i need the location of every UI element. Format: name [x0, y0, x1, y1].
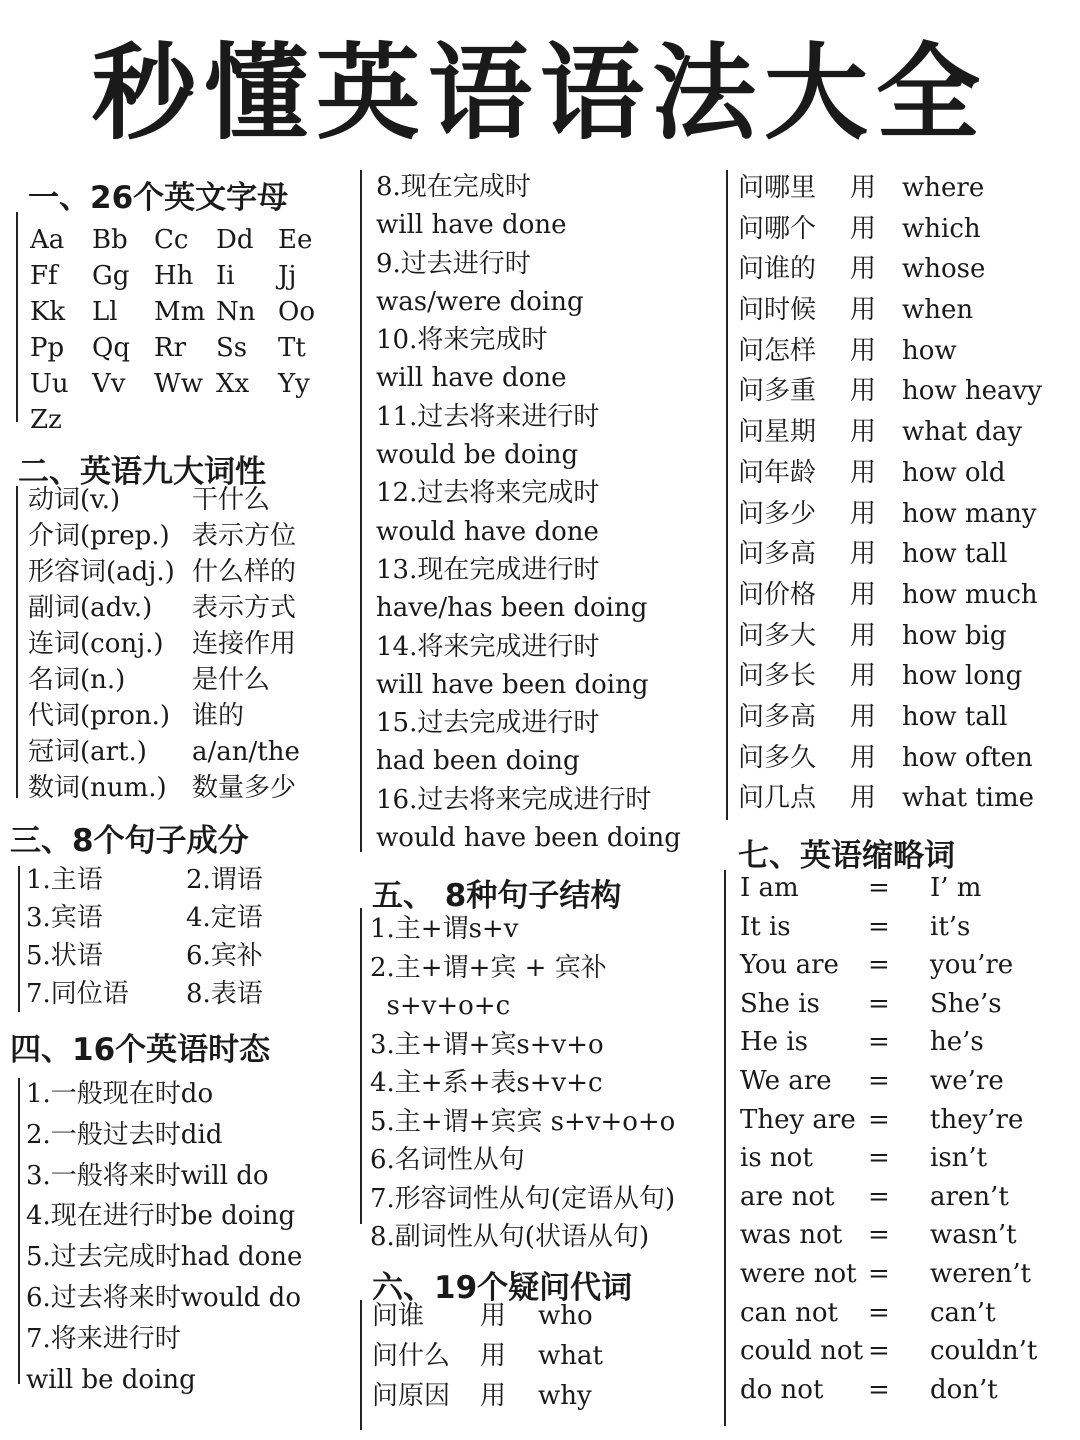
question-use-word: 用 [850, 335, 877, 366]
tense-item: 4.现在进行时be doing [26, 1201, 296, 1232]
letter-pair: Kk [30, 297, 66, 327]
question-phrase: 问多重 [738, 376, 817, 407]
letter-pair: Aa [30, 225, 65, 255]
question-use-word: 用 [850, 783, 877, 814]
contraction-full-form: You are [740, 950, 839, 981]
contraction-short-form: I’ m [930, 873, 982, 903]
equals-sign: = [868, 1104, 890, 1135]
contraction-short-form: aren’t [930, 1181, 1009, 1212]
part-of-speech-term: 副词(adv.) [28, 593, 153, 623]
tense-item: had been doing [376, 746, 580, 777]
part-of-speech-term: 介词(prep.) [28, 521, 170, 551]
part-of-speech-meaning: 谁的 [192, 701, 245, 731]
tense-item: 9.过去进行时 [376, 248, 531, 279]
parts-of-speech-table [28, 482, 362, 806]
question-word: how many [902, 498, 1037, 529]
question-use-word: 用 [480, 1341, 507, 1371]
question-phrase: 问怎样 [738, 335, 817, 366]
sentence-component: 4.定语 [186, 903, 263, 933]
tense-item: 5.过去完成时had done [26, 1242, 303, 1273]
sentence-structure-item: 8.副词性从句(状语从句) [370, 1222, 650, 1252]
question-word: how old [902, 457, 1006, 488]
column-divider [360, 908, 362, 1224]
tenses-list [26, 1074, 302, 1400]
part-of-speech-meaning: 是什么 [192, 665, 271, 695]
equals-sign: = [868, 1297, 890, 1328]
contraction-full-form: He is [740, 1027, 808, 1058]
equals-sign: = [868, 1258, 890, 1289]
letter-pair: Gg [92, 261, 130, 291]
section-heading-question-words: 六、19个疑问代词 [372, 1270, 633, 1306]
question-phrase: 问原因 [372, 1381, 451, 1411]
letter-pair: Rr [154, 333, 187, 363]
letter-pair: Qq [92, 333, 130, 363]
contraction-full-form: is not [740, 1143, 813, 1174]
section-divider [18, 1078, 20, 1384]
question-phrase: 问多高 [738, 539, 817, 570]
question-use-word: 用 [480, 1381, 507, 1411]
letter-pair: Tt [278, 333, 306, 363]
letter-pair: Ww [154, 369, 203, 399]
question-phrase: 问多长 [738, 661, 817, 692]
letter-pair: Nn [216, 297, 256, 327]
contraction-full-form: were not [740, 1258, 857, 1289]
letter-pair: Mm [154, 297, 206, 327]
letter-pair: Ff [30, 261, 58, 291]
question-word: how tall [902, 701, 1008, 732]
page-title: 秒懂英语语法大全 [91, 31, 988, 154]
contraction-full-form: I am [740, 873, 799, 903]
question-words-continued-table [738, 170, 1072, 816]
sentence-structure-item: 2.主+谓+宾 + 宾补 [370, 952, 607, 983]
tense-item: 1.一般现在时do [26, 1079, 214, 1109]
equals-sign: = [868, 1336, 890, 1367]
sentence-component: 1.主语 [26, 865, 103, 895]
tense-item: would have done [376, 516, 599, 547]
question-use-word: 用 [850, 213, 877, 244]
contraction-short-form: can’t [930, 1297, 996, 1328]
question-use-word: 用 [850, 173, 877, 203]
letter-pair: Zz [30, 405, 62, 435]
section-divider [16, 212, 18, 422]
part-of-speech-term: 形容词(adj.) [28, 557, 175, 587]
contraction-full-form: do not [740, 1374, 824, 1405]
column-divider [360, 1300, 362, 1430]
letter-pair: Jj [278, 261, 297, 291]
tense-item: 6.过去将来时would do [26, 1282, 301, 1313]
question-phrase: 问谁 [372, 1301, 425, 1331]
question-word: why [538, 1381, 592, 1411]
section-divider [16, 486, 18, 798]
part-of-speech-meaning: 什么样的 [192, 557, 297, 587]
question-phrase: 问谁的 [738, 254, 817, 285]
equals-sign: = [868, 911, 890, 942]
tense-item: 12.过去将来完成时 [376, 478, 600, 509]
tense-item: 3.一般将来时will do [26, 1160, 269, 1191]
section-heading-tenses: 四、16个英语时态 [10, 1032, 271, 1068]
part-of-speech-meaning: a/an/the [192, 737, 300, 767]
column-divider [360, 170, 362, 852]
tense-item: 11.过去将来进行时 [376, 401, 600, 432]
question-word: where [902, 173, 985, 203]
tense-item: will have been doing [376, 669, 649, 700]
question-phrase: 问星期 [738, 417, 817, 448]
question-use-word: 用 [480, 1301, 507, 1331]
contraction-short-form: weren’t [930, 1258, 1031, 1289]
sentence-component: 5.状语 [26, 941, 103, 971]
tense-item: will have done [376, 210, 567, 241]
sentence-structure-item: 4.主+系+表s+v+c [370, 1068, 603, 1098]
section-divider [18, 866, 20, 1012]
letter-pair: Ss [216, 333, 248, 363]
question-word: how big [902, 620, 1007, 651]
equals-sign: = [868, 1220, 890, 1251]
question-use-word: 用 [850, 295, 877, 326]
question-phrase: 问哪个 [738, 213, 817, 244]
question-use-word: 用 [850, 498, 877, 529]
contraction-full-form: We are [740, 1065, 832, 1096]
letter-pair: Bb [92, 225, 128, 255]
letter-pair: Ll [92, 297, 118, 327]
tense-item: 7.将来进行时 [26, 1323, 181, 1354]
question-phrase: 问多大 [738, 620, 817, 651]
alphabet-grid [30, 222, 340, 438]
tense-item: was/were doing [376, 286, 584, 317]
question-use-word: 用 [850, 254, 877, 285]
question-word: when [902, 295, 974, 326]
column-divider [724, 870, 726, 1426]
tense-item: 15.过去完成进行时 [376, 708, 600, 739]
letter-pair: Cc [154, 225, 189, 255]
tense-item: 10.将来完成时 [376, 325, 548, 356]
letter-pair: Ii [216, 261, 235, 291]
question-word: what [538, 1341, 603, 1371]
contraction-full-form: They are [740, 1104, 856, 1135]
tense-item: 8.现在完成时 [376, 172, 531, 202]
contraction-short-form: She’s [930, 988, 1002, 1019]
contraction-short-form: wasn’t [930, 1220, 1017, 1251]
contraction-full-form: can not [740, 1297, 838, 1328]
part-of-speech-meaning: 数量多少 [192, 773, 297, 803]
part-of-speech-meaning: 干什么 [192, 485, 271, 515]
part-of-speech-term: 数词(num.) [28, 773, 167, 803]
equals-sign: = [868, 1374, 890, 1405]
letter-pair: Dd [216, 225, 254, 255]
contraction-short-form: you’re [930, 950, 1014, 981]
contraction-full-form: could not [740, 1336, 864, 1367]
section-heading-alphabet: 一、26个英文字母 [28, 180, 289, 216]
equals-sign: = [868, 1143, 890, 1174]
contractions-table [740, 870, 1070, 1408]
question-use-word: 用 [850, 579, 877, 610]
contraction-full-form: are not [740, 1181, 835, 1212]
section-heading-sentence-components: 三、8个句子成分 [10, 823, 249, 859]
sentence-structures-list [370, 910, 675, 1257]
sentence-structure-item: s+v+o+c [370, 991, 511, 1021]
question-phrase: 问年龄 [738, 457, 817, 488]
sentence-components-table [26, 862, 346, 1012]
question-words-table [372, 1298, 708, 1414]
sentence-structure-item: 3.主+谓+宾s+v+o [370, 1029, 604, 1060]
letter-pair: Yy [278, 369, 310, 399]
equals-sign: = [868, 1181, 890, 1212]
question-phrase: 问多少 [738, 498, 817, 529]
question-use-word: 用 [850, 701, 877, 732]
column-divider [726, 170, 728, 820]
question-word: how heavy [902, 376, 1042, 407]
section-heading-parts-of-speech: 二、英语九大词性 [18, 454, 266, 490]
letter-pair: Vv [92, 369, 126, 399]
equals-sign: = [868, 873, 890, 903]
part-of-speech-term: 连词(conj.) [28, 629, 164, 659]
tense-item: will be doing [26, 1364, 196, 1395]
sentence-component: 6.宾补 [186, 941, 263, 971]
tense-item: would be doing [376, 440, 579, 471]
tense-item: would have been doing [376, 823, 681, 854]
tenses-continued-list [376, 168, 681, 857]
contraction-short-form: it’s [930, 911, 971, 942]
letter-pair: Xx [216, 369, 250, 399]
part-of-speech-meaning: 表示方式 [192, 593, 297, 623]
equals-sign: = [868, 988, 890, 1019]
letter-pair: Uu [30, 369, 69, 399]
question-phrase: 问哪里 [738, 173, 817, 203]
letter-pair: Hh [154, 261, 194, 291]
tense-item: 14.将来完成进行时 [376, 631, 600, 662]
question-phrase: 问多久 [738, 742, 817, 773]
contraction-full-form: was not [740, 1220, 843, 1251]
part-of-speech-meaning: 表示方位 [192, 521, 297, 551]
sentence-component: 7.同位语 [26, 979, 129, 1009]
section-heading-sentence-structures: 五、 8种句子结构 [372, 878, 622, 914]
question-word: what time [902, 783, 1035, 814]
equals-sign: = [868, 1027, 890, 1058]
question-word: how often [902, 742, 1033, 773]
question-use-word: 用 [850, 376, 877, 407]
sentence-component: 3.宾语 [26, 903, 103, 933]
question-word: who [538, 1301, 593, 1331]
question-word: how long [902, 661, 1023, 692]
sentence-structure-item: 6.名词性从句 [370, 1145, 525, 1175]
letter-pair: Ee [278, 225, 313, 255]
tense-item: 13.现在完成进行时 [376, 554, 600, 585]
part-of-speech-term: 冠词(art.) [28, 737, 147, 767]
contraction-short-form: we’re [930, 1065, 1004, 1096]
question-use-word: 用 [850, 417, 877, 448]
question-use-word: 用 [850, 661, 877, 692]
sentence-component: 2.谓语 [186, 865, 263, 895]
question-word: how tall [902, 539, 1008, 570]
part-of-speech-meaning: 连接作用 [192, 629, 297, 659]
equals-sign: = [868, 1065, 890, 1096]
question-use-word: 用 [850, 457, 877, 488]
tense-item: have/has been doing [376, 593, 648, 624]
question-word: how much [902, 579, 1038, 610]
question-phrase: 问时候 [738, 295, 817, 326]
section-heading-contractions: 七、英语缩略词 [738, 838, 955, 874]
question-word: which [902, 213, 981, 244]
question-phrase: 问多高 [738, 701, 817, 732]
contraction-short-form: isn’t [930, 1143, 988, 1174]
question-word: what day [902, 417, 1023, 448]
contraction-full-form: It is [740, 911, 791, 942]
tense-item: 2.一般过去时did [26, 1119, 223, 1150]
tense-item: will have done [376, 363, 567, 394]
contraction-short-form: he’s [930, 1027, 984, 1058]
contraction-full-form: She is [740, 988, 820, 1019]
question-word: how [902, 335, 957, 366]
question-use-word: 用 [850, 539, 877, 570]
part-of-speech-term: 名词(n.) [28, 665, 126, 695]
question-phrase: 问什么 [372, 1341, 451, 1371]
letter-pair: Pp [30, 333, 65, 363]
question-use-word: 用 [850, 742, 877, 773]
question-use-word: 用 [850, 620, 877, 651]
sentence-component: 8.表语 [186, 979, 263, 1009]
contraction-short-form: couldn’t [930, 1336, 1038, 1367]
question-word: whose [902, 254, 986, 285]
sentence-structure-item: 5.主+谓+宾宾 s+v+o+o [370, 1106, 676, 1137]
contraction-short-form: they’re [930, 1104, 1024, 1135]
equals-sign: = [868, 950, 890, 981]
part-of-speech-term: 代词(pron.) [28, 701, 171, 731]
question-phrase: 问价格 [738, 579, 817, 610]
question-phrase: 问几点 [738, 783, 817, 814]
part-of-speech-term: 动词(v.) [28, 485, 121, 515]
letter-pair: Oo [278, 297, 315, 327]
tense-item: 16.过去将来完成进行时 [376, 784, 652, 815]
sentence-structure-item: 7.形容词性从句(定语从句) [370, 1183, 676, 1214]
contraction-short-form: don’t [930, 1374, 998, 1405]
sentence-structure-item: 1.主+谓s+v [370, 914, 519, 944]
